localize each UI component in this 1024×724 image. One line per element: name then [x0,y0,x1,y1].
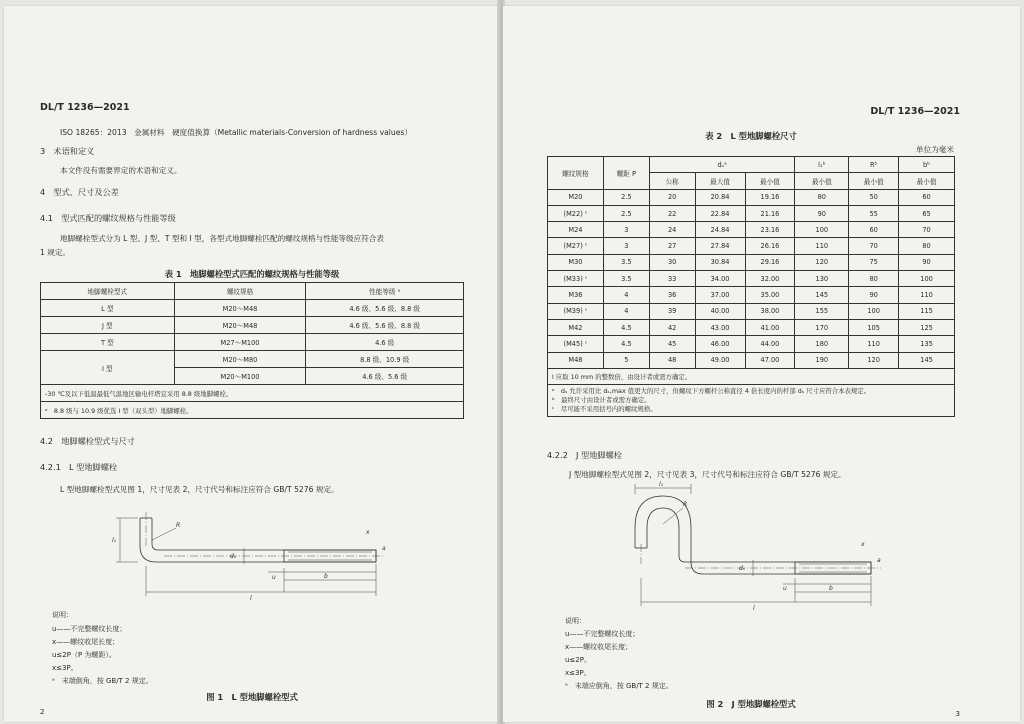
table-2-body [548,189,955,368]
table-2-subheader: 最大值 [695,173,745,189]
figure-2-caption: 图 2 J 型地脚螺栓型式 [706,699,796,709]
table-row [548,205,955,221]
table-cell: M48 [548,352,604,368]
table-cell: L 型 [41,300,175,317]
legend-title: 说明： [565,617,586,625]
figure-1-caption: 图 1 L 型地脚螺栓型式 [206,692,298,702]
table-cell: 4.5 [603,319,649,335]
table-note-row [548,368,955,384]
page-header: DL/T 1236—2021 [870,106,960,117]
table-1-note: -30 ℃及以下低温最低气温地区输电杆塔宜采用 8.8 级地脚螺栓。 [41,385,464,402]
section-4-2-title: 4.2 地脚螺栓型式与尺寸 [40,436,135,446]
table-cell: M24 [548,222,604,238]
table-cell: 65 [899,205,955,221]
table-cell: 34.00 [695,271,745,287]
table-cell: 2.5 [603,189,649,205]
table-cell: 23.16 [745,222,795,238]
table-cell: 55 [849,205,899,221]
legend-item: u≤2P。 [565,656,591,664]
table-cell: 8.8 级、10.9 级 [306,351,464,368]
table-cell: M20～M100 [174,368,306,385]
table-cell: 125 [899,319,955,335]
table-2-l-note: l 应取 10 mm 的整数倍，由设计者或需方确定。 [548,368,955,384]
table-cell: 90 [849,287,899,303]
fig2-label-ds: dₛ [739,565,746,572]
table-row [548,336,955,352]
table-2-footnotes [548,385,955,417]
table-cell: M20～M80 [174,351,306,368]
table-1-header-grade: 性能等级 ᵃ [306,283,464,300]
table-cell: 170 [795,319,849,335]
table-2 [547,156,955,417]
fig1-label-x: x [366,529,370,536]
footnote-a: ᵃ dₛ 允许采用比 dₛ,max 值更大的尺寸，但螺纹下方螺杆公称直径 4 倍长度内的杆部 dₛ 尺寸应符合本表规定。 [552,387,871,396]
section-3-title: 3 术语和定义 [40,146,95,156]
table-cell: 3.5 [603,254,649,270]
legend-item: u——不完整螺纹长度； [52,625,127,633]
legend-item: ᵃ 末端倒角，按 GB/T 2 规定。 [52,677,153,685]
fig2-label-b: b [829,585,833,592]
table-row [548,222,955,238]
table-cell: 100 [899,271,955,287]
table-cell: 115 [899,303,955,319]
table-cell: 4.6 级 [306,334,464,351]
table-cell: 44.00 [745,336,795,352]
table-footnote-row [548,385,955,417]
table-cell: 155 [795,303,849,319]
figure-2-j-bolt-drawing [623,481,923,614]
table-cell: 60 [899,189,955,205]
footnote-c: ᶜ 尽可能不采用括号内的螺纹规格。 [552,405,657,414]
table-cell: 60 [849,222,899,238]
table-cell: M30 [548,254,604,270]
table-2-header-l1: l₁ᵇ [795,157,849,173]
table-cell: 24.84 [695,222,745,238]
table-cell: M36 [548,287,604,303]
fig2-label-l: l [753,605,755,612]
table-cell: 2.5 [603,205,649,221]
table-2-unit: 单位为毫米 [916,145,954,154]
table-cell: 130 [795,271,849,287]
fig1-label-ds: dₛ [230,553,237,560]
figure-1-l-bolt-drawing [104,506,394,606]
table-cell: 145 [795,287,849,303]
table-2-subheader: 最小值 [899,173,955,189]
iso-reference: ISO 18265：2013 金属材料 硬度值换算（Metallic materials-Conversion of hardness values） [60,128,412,137]
table-cell: 40.00 [695,303,745,319]
table-cell: 35.00 [745,287,795,303]
table-cell: 70 [899,222,955,238]
table-cell: 100 [849,303,899,319]
section-4-1-body-line2: 1 规定。 [40,248,71,257]
table-2-subheader: 最小值 [795,173,849,189]
table-row [548,352,955,368]
legend-title: 说明： [52,611,73,619]
table-1-header-thread: 螺纹规格 [174,283,306,300]
table-cell: 22.84 [695,205,745,221]
table-1-footnote: ᵃ 8.8 级与 10.9 级优选 I 型（双头型）地脚螺栓。 [41,402,464,419]
section-4-1-body-line1: 地脚螺栓型式分为 L 型、J 型、T 型和 I 型，各型式地脚螺栓匹配的螺纹规格与性能等级应符合表 [60,234,384,243]
table-cell: 90 [899,254,955,270]
table-cell: 4.6 级、5.6 级、8.8 级 [306,300,464,317]
table-cell: 50 [849,189,899,205]
fig1-label-l1: l₁ [112,537,117,544]
table-cell: (M33) ᶜ [548,271,604,287]
table-cell: M42 [548,319,604,335]
table-cell: 105 [849,319,899,335]
table-1-header-type: 地脚螺栓型式 [41,283,175,300]
table-cell: 30 [649,254,695,270]
section-4-2-1-title: 4.2.1 L 型地脚螺栓 [40,462,118,472]
fig1-label-R: R [176,522,181,529]
table-cell: 19.16 [745,189,795,205]
legend-item: x≤3P。 [565,669,591,677]
footnote-b: ᵇ 最终尺寸由设计者或需方确定。 [552,396,651,405]
table-cell: 80 [795,189,849,205]
section-4-1-title: 4.1 型式匹配的螺纹规格与性能等级 [40,213,176,223]
table-2-header-R: Rᵇ [849,157,899,173]
legend-item: x——螺纹收尾长度； [52,638,120,646]
table-row [548,287,955,303]
table-cell: M27～M100 [174,334,306,351]
fig1-label-u: u [272,574,276,581]
fig2-label-l1: l₁ [659,481,664,488]
section-4-2-2-body: J 型地脚螺栓型式见图 2，尺寸见表 3，尺寸代号和标注应符合 GB/T 5276 规定。 [569,470,846,479]
section-4-2-1-body: L 型地脚螺栓型式见图 1，尺寸见表 2，尺寸代号和标注应符合 GB/T 5276 规定。 [60,485,339,494]
table-cell: 22 [649,205,695,221]
table-cell: 21.16 [745,205,795,221]
fig2-label-u: u [783,585,787,592]
table-cell: (M45) ᶜ [548,336,604,352]
table-cell: 5 [603,352,649,368]
table-cell: 180 [795,336,849,352]
table-cell: 70 [849,238,899,254]
table-cell: 110 [795,238,849,254]
table-row [548,271,955,287]
table-cell: M20～M48 [174,300,306,317]
table-2-subheader: 公称 [649,173,695,189]
table-cell: 135 [899,336,955,352]
table-2-subheader: 最小值 [849,173,899,189]
table-cell: 4 [603,287,649,303]
table-cell: 36 [649,287,695,303]
legend-item: x≤3P。 [52,664,78,672]
table-2-caption: 表 2 L 型地脚螺栓尺寸 [705,131,797,141]
table-cell: 33 [649,271,695,287]
section-4-title: 4 型式、尺寸及公差 [40,187,119,197]
table-note-row [41,385,464,402]
table-cell: 47.00 [745,352,795,368]
page-number: 2 [40,708,45,716]
table-row [548,189,955,205]
table-row [41,334,464,351]
table-cell: 80 [899,238,955,254]
table-cell: 20.84 [695,189,745,205]
table-row [548,303,955,319]
fig2-label-x: x [861,541,865,548]
table-2-subheader: 最小值 [745,173,795,189]
table-cell: 26.16 [745,238,795,254]
left-page [4,6,498,722]
table-cell: 4 [603,303,649,319]
table-cell: 41.00 [745,319,795,335]
table-cell: 75 [849,254,899,270]
table-cell: 145 [899,352,955,368]
table-cell: 48 [649,352,695,368]
table-1-caption: 表 1 地脚螺栓型式匹配的螺纹规格与性能等级 [164,269,340,279]
table-2-header-spec: 螺纹规格 [548,157,604,190]
table-cell: 120 [795,254,849,270]
table-cell: 4.5 [603,336,649,352]
table-row [41,300,464,317]
table-cell: 3.5 [603,271,649,287]
table-footnote-row [41,402,464,419]
fig1-label-b: b [324,573,328,580]
table-cell: 30.84 [695,254,745,270]
table-row [41,351,464,368]
table-cell: 29.16 [745,254,795,270]
table-cell: 37.00 [695,287,745,303]
table-cell: T 型 [41,334,175,351]
table-cell: 42 [649,319,695,335]
table-cell: 110 [899,287,955,303]
right-page [503,6,1020,722]
fig1-label-l: l [250,595,252,602]
legend-item: x——螺纹收尾长度； [565,643,633,651]
table-2-header-b: bᵇ [899,157,955,173]
table-cell: 27.84 [695,238,745,254]
table-row [548,319,955,335]
legend-item: ᵃ 末端应倒角，按 GB/T 2 规定。 [565,682,673,690]
fig2-label-R: R [683,501,688,508]
table-cell: 4.6 级、5.6 级、8.8 级 [306,317,464,334]
table-cell: 190 [795,352,849,368]
section-3-body: 本文件没有需要界定的术语和定义。 [60,166,182,175]
table-row [41,317,464,334]
table-cell: (M27) ᶜ [548,238,604,254]
table-cell: 100 [795,222,849,238]
table-cell: 3 [603,222,649,238]
page-header: DL/T 1236—2021 [40,102,130,113]
table-cell: I 型 [41,351,175,385]
table-cell: 39 [649,303,695,319]
table-cell: (M39) ᶜ [548,303,604,319]
table-cell: 120 [849,352,899,368]
table-cell: 3 [603,238,649,254]
table-2-header-pitch: 螺距 P [603,157,649,190]
table-cell: 46.00 [695,336,745,352]
table-cell: M20～M48 [174,317,306,334]
table-2-header-ds: dₛᵃ [649,157,795,173]
legend-item: u——不完整螺纹长度； [565,630,640,638]
section-4-2-2-title: 4.2.2 J 型地脚螺栓 [547,450,622,460]
table-cell: 20 [649,189,695,205]
table-cell: 45 [649,336,695,352]
table-cell: M20 [548,189,604,205]
table-row [548,238,955,254]
table-cell: 32.00 [745,271,795,287]
legend-item: u≤2P（P 为螺距）。 [52,651,116,659]
page-number: 3 [955,710,960,718]
table-cell: 24 [649,222,695,238]
fig1-label-a: a [382,545,386,552]
table-cell: 43.00 [695,319,745,335]
table-cell: 49.00 [695,352,745,368]
table-cell: 4.6 级、5.6 级 [306,368,464,385]
table-cell: 38.00 [745,303,795,319]
fig2-label-a: a [877,557,881,564]
table-1 [40,282,464,419]
table-cell: 80 [849,271,899,287]
table-row [548,254,955,270]
table-cell: 110 [849,336,899,352]
table-cell: 27 [649,238,695,254]
table-cell: 90 [795,205,849,221]
table-cell: J 型 [41,317,175,334]
table-cell: (M22) ᶜ [548,205,604,221]
